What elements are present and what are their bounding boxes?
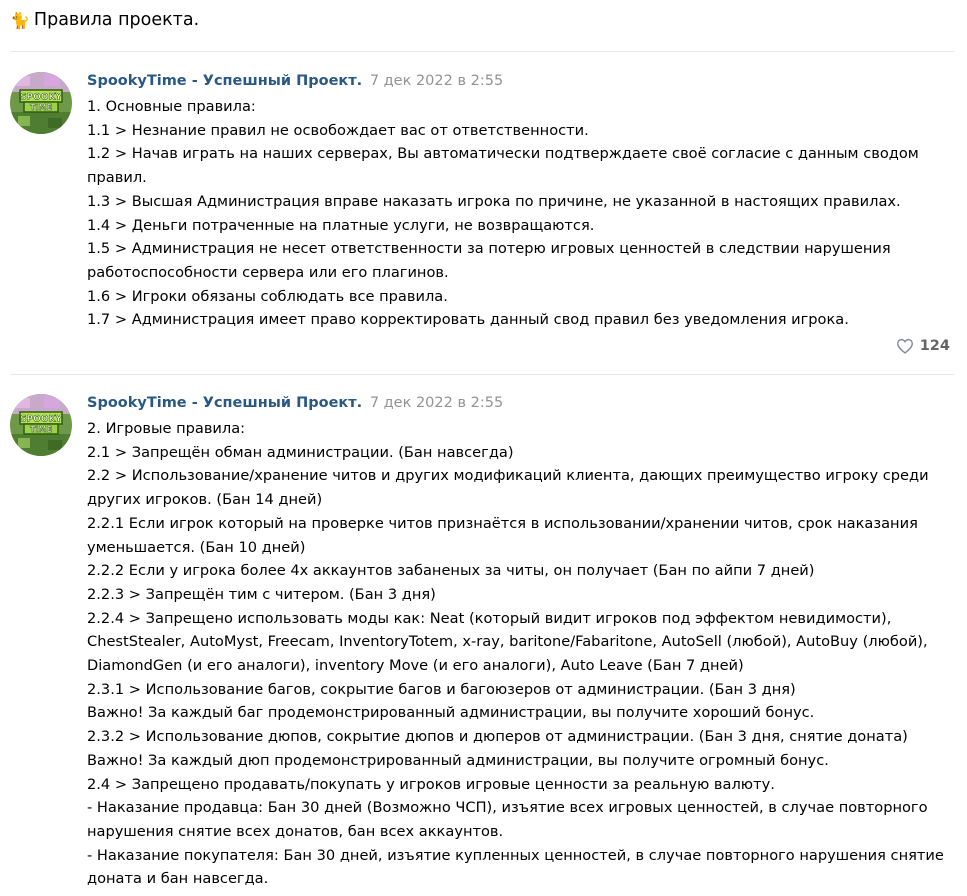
- heart-icon: [896, 338, 914, 354]
- divider: [10, 374, 954, 375]
- text-line: 1. Основные правила:: [87, 98, 256, 115]
- text-line: 2.2.4 > Запрещено использовать моды как: Neat (который видит игроков под эффектом невидимости),: [87, 609, 892, 627]
- post-date[interactable]: 7 дек 2022 в 2:55: [369, 395, 504, 411]
- text-line: 2. Игровые правила:: [87, 420, 246, 437]
- text-line: 2.3.1 > Использование багов, сокрытие багов и багоюзеров от администрации. (Бан 3 дня): [87, 680, 796, 698]
- divider: [10, 51, 954, 52]
- text-line: 2.2.3 > Запрещён тим с читером. (Бан 3 дня): [87, 585, 436, 603]
- post-text: [87, 95, 937, 332]
- text-line: 2.4 > Запрещено продавать/покупать у игроков игровые ценности за реальную валюту.: [87, 775, 775, 793]
- text-line: нарушения снятие всех донатов, бан всех аккаунтов.: [87, 822, 504, 840]
- svg-text:SPOOKY: SPOOKY: [20, 92, 62, 103]
- text-line: Важно! За каждый дюп продемонстрированный администрации, вы получите огромный бонус.: [87, 751, 829, 769]
- avatar[interactable]: [10, 72, 72, 134]
- post-header: [87, 394, 937, 412]
- post-text: [87, 417, 944, 891]
- author-link[interactable]: SpookyTime - Успешный Проект.: [87, 73, 363, 89]
- text-line: 2.2 > Использование/хранение читов и других модификаций клиента, дающих преимущество игроку среди: [87, 467, 929, 485]
- cat-emoji-icon: 🐈: [10, 10, 30, 30]
- topic-title: [10, 6, 199, 34]
- text-line: других игроков. (Бан 14 дней): [87, 491, 323, 509]
- svg-text:TIME: TIME: [30, 103, 52, 112]
- text-line: 2.3.2 > Использование дюпов, сокрытие дюпов и дюперов от администрации. (Бан 3 дня, снятие доната): [87, 728, 908, 746]
- topic-title-text: Правила проекта.: [33, 10, 200, 30]
- text-line: работоспособности сервера или его плагинов.: [87, 263, 449, 281]
- like-count: 124: [919, 338, 950, 354]
- text-line: ChestStealer, AutoMyst, Freecam, InventoryTotem, x-ray, baritone/Fabaritone, AutoSell (любой), AutoBuy (любой),: [87, 633, 928, 651]
- comment-post: [0, 394, 967, 896]
- post-header: [87, 72, 937, 90]
- text-line: - Наказание продавца: Бан 30 дней (Возможно ЧСП), изъятие всех игровых ценностей, в случае повторного: [87, 799, 928, 817]
- text-line: Важно! За каждый баг продемонстрированный администрации, вы получите хороший бонус.: [87, 704, 815, 722]
- svg-text:TIME: TIME: [30, 425, 52, 434]
- text-line: - Наказание покупателя: Бан 30 дней, изъятие купленных ценностей, в случае повторного нарушения снятие: [87, 846, 944, 864]
- text-line: доната и бан навсегда.: [87, 870, 269, 888]
- text-line: 1.6 > Игроки обязаны соблюдать все правила.: [87, 287, 448, 305]
- text-line: 1.5 > Администрация не несет ответственности за потерю игровых ценностей в следствии нарушения: [87, 240, 891, 258]
- spookytime-logo-icon: [10, 394, 72, 456]
- text-line: 2.2.1 Если игрок который на проверке читов признаётся в использовании/хранении читов, срок наказания: [87, 514, 918, 532]
- post-date[interactable]: 7 дек 2022 в 2:55: [369, 73, 504, 89]
- text-line: 1.1 > Незнание правил не освобождает вас от ответственности.: [87, 121, 589, 139]
- svg-text:SPOOKY: SPOOKY: [20, 414, 62, 425]
- spookytime-logo-icon: [10, 72, 72, 134]
- text-line: правил.: [87, 169, 147, 187]
- like-button[interactable]: [896, 338, 950, 354]
- avatar[interactable]: [10, 394, 72, 456]
- text-line: уменьшается. (Бан 10 дней): [87, 538, 306, 556]
- text-line: 2.1 > Запрещён обман администрации. (Бан навсегда): [87, 443, 514, 461]
- text-line: 1.3 > Высшая Администрация вправе наказать игрока по причине, не указанной в настоящих правилах.: [87, 192, 901, 210]
- comment-post: [0, 72, 967, 372]
- text-line: 1.4 > Деньги потраченные на платные услуги, не возвращаются.: [87, 216, 595, 234]
- text-line: 1.7 > Администрация имеет право корректировать данный свод правил без уведомления игрока.: [87, 311, 849, 329]
- author-link[interactable]: SpookyTime - Успешный Проект.: [87, 395, 363, 411]
- text-line: DiamondGen (и его аналоги), inventory Move (и его аналоги), Auto Leave (Бан 7 дней): [87, 657, 744, 675]
- text-line: 1.2 > Начав играть на наших серверах, Вы автоматически подтверждаете своё согласие с данным сводом: [87, 145, 919, 163]
- text-line: 2.2.2 Если у игрока более 4х аккаунтов забаненых за читы, он получает (Бан по айпи 7 дней): [87, 562, 815, 580]
